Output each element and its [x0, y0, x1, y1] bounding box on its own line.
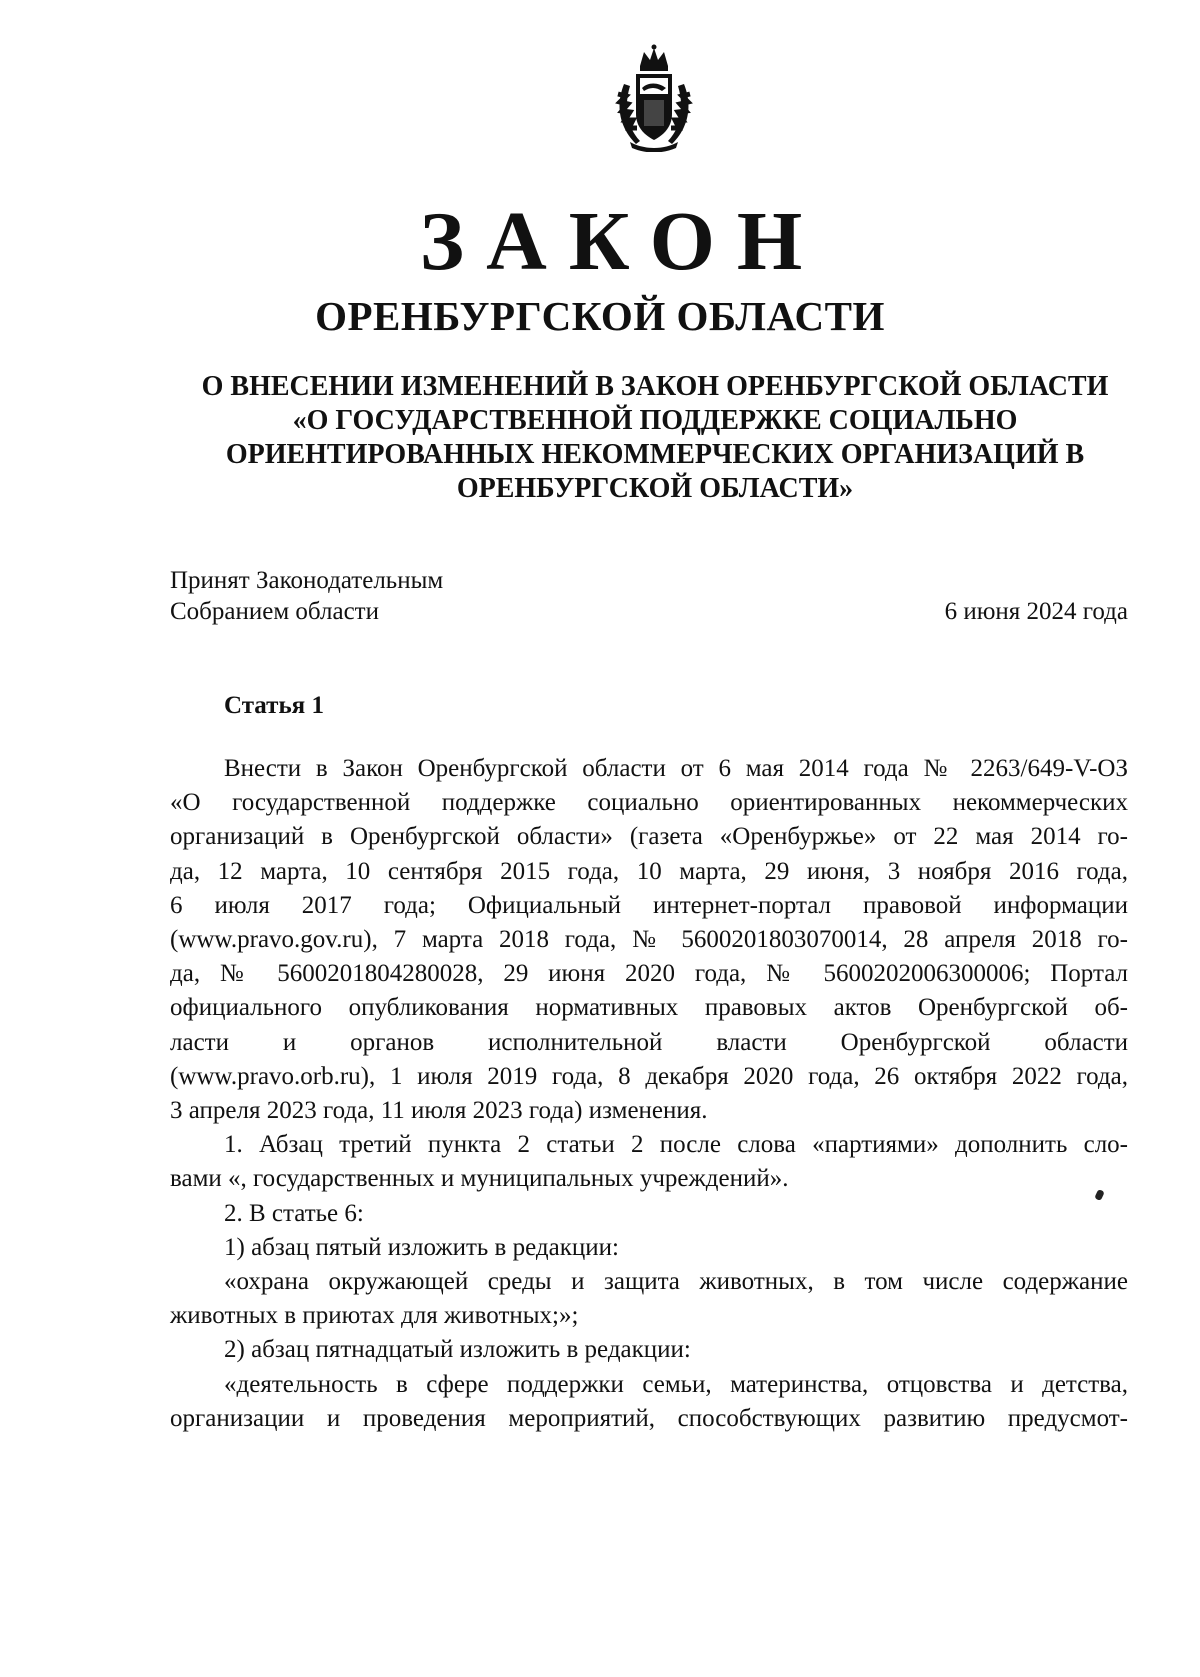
body-line: 1) абзац пятый изложить в редакции: — [224, 1233, 619, 1261]
body-line: ласти и органов исполнительной власти Оренбургской области — [170, 1028, 1128, 1056]
body-line: (www.pravo.gov.ru), 7 марта 2018 года, № 5600201803070014, 28 апреля 2018 го- — [170, 926, 1128, 954]
region-title: ОРЕНБУРГСКОЙ ОБЛАСТИ — [315, 293, 885, 339]
body-line: Внести в Закон Оренбургской области от 6 мая 2014 года № 2263/649-V-ОЗ — [224, 755, 1128, 782]
body-line: 2. В статье 6: — [224, 1199, 364, 1227]
adopted-line: Принят Законодательным — [170, 567, 444, 594]
subject-line: ОРИЕНТИРОВАННЫХ НЕКОММЕРЧЕСКИХ ОРГАНИЗАЦИЙ В — [225, 439, 1085, 470]
body-line: 1. Абзац третий пункта 2 статьи 2 после слова «партиями» дополнить сло- — [224, 1131, 1128, 1159]
coat-of-arms-icon — [610, 44, 698, 152]
body-line: 6 июля 2017 года; Официальный интернет-портал правовой информации — [170, 891, 1128, 919]
adopted-line: Собранием области — [170, 598, 379, 625]
law-subject — [190, 370, 1120, 506]
body-line: официального опубликования нормативных правовых актов Оренбургской об- — [170, 994, 1128, 1022]
body-line: «охрана окружающей среды и защита животных, в том числе содержание — [224, 1268, 1128, 1296]
body-line: (www.pravo.orb.ru), 1 июля 2019 года, 8 декабря 2020 года, 26 октября 2022 года, — [170, 1062, 1128, 1090]
adoption-date: 6 июня 2024 года — [944, 598, 1128, 625]
body-line: да, № 5600201804280028, 29 июня 2020 года, № 5600202006300006; Портал — [170, 960, 1128, 988]
body-line: организации и проведения мероприятий, способствующих развитию предусмот- — [170, 1404, 1128, 1432]
document-heading: ЗАКОН — [419, 195, 825, 288]
body-line: 2) абзац пятнадцатый изложить в редакции: — [224, 1336, 691, 1364]
article-title: Статья 1 — [224, 692, 324, 719]
body-line: вами «, государственных и муниципальных учреждений». — [170, 1165, 789, 1193]
article-body — [170, 752, 1128, 1436]
body-line: «О государственной поддержке социально ориентированных некоммерческих — [170, 789, 1128, 817]
body-line: да, 12 марта, 10 сентября 2015 года, 10 марта, 29 июня, 3 ноября 2016 года, — [170, 857, 1128, 885]
subject-line: ОРЕНБУРГСКОЙ ОБЛАСТИ» — [456, 473, 854, 504]
body-line: 3 апреля 2023 года, 11 июля 2023 года) изменения. — [170, 1097, 708, 1125]
adopted-by — [170, 565, 443, 627]
body-line: организаций в Оренбургской области» (газета «Оренбуржье» от 22 мая 2014 го- — [170, 823, 1128, 851]
body-line: животных в приютах для животных;»; — [170, 1302, 579, 1330]
subject-line: «О ГОСУДАРСТВЕННОЙ ПОДДЕРЖКЕ СОЦИАЛЬНО — [292, 405, 1018, 436]
body-line: «деятельность в сфере поддержки семьи, материнства, отцовства и детства, — [224, 1370, 1128, 1398]
subject-line: О ВНЕСЕНИИ ИЗМЕНЕНИЙ В ЗАКОН ОРЕНБУРГСКОЙ ОБЛАСТИ — [201, 371, 1109, 402]
